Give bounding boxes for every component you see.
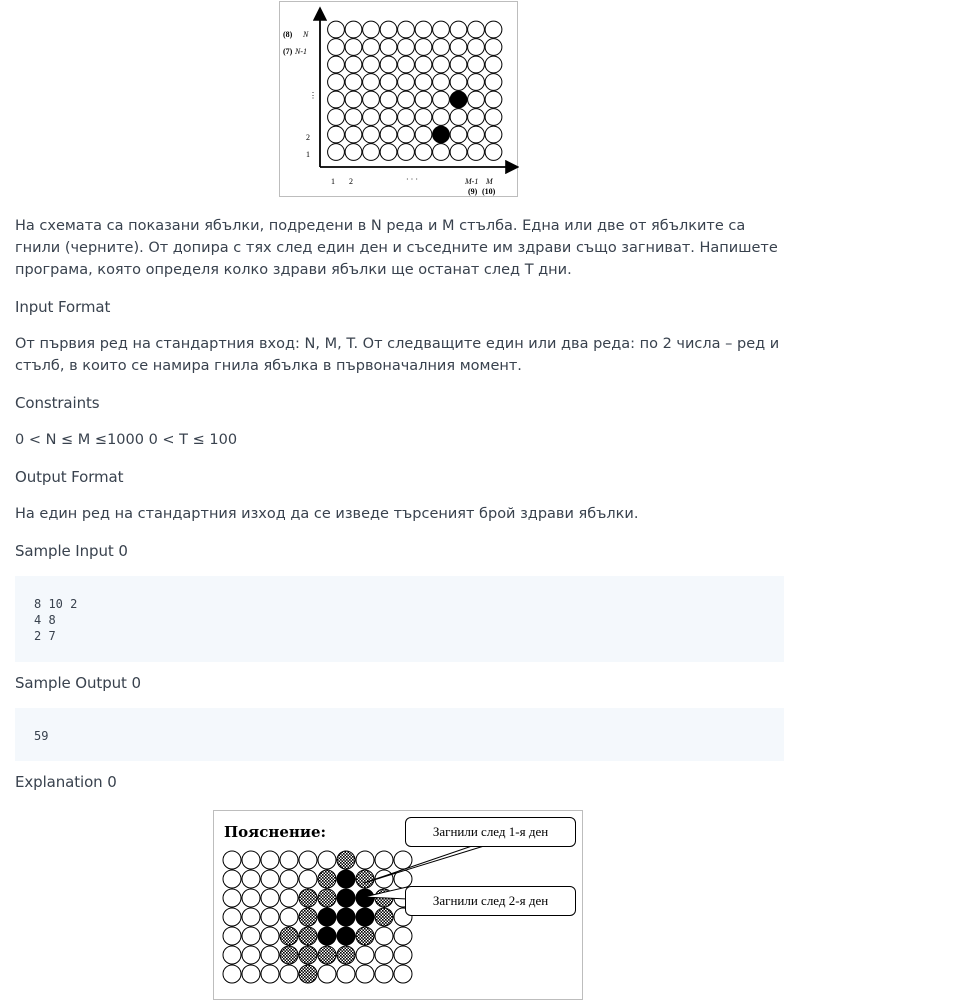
apple — [328, 144, 345, 161]
apple — [242, 965, 260, 983]
apple — [345, 126, 362, 143]
apple — [261, 889, 279, 907]
rotten-apple — [318, 927, 336, 945]
apple — [328, 56, 345, 73]
rotten-apple — [356, 889, 374, 907]
rotten-apple — [337, 927, 355, 945]
apple-grid-figure — [279, 1, 518, 197]
apple — [468, 91, 485, 108]
apple — [380, 56, 397, 73]
apple — [345, 39, 362, 56]
apple — [394, 851, 412, 869]
apple — [380, 21, 397, 38]
output-format-heading: Output Format — [15, 468, 124, 486]
newly-rotten-apple — [299, 965, 317, 983]
apple — [223, 851, 241, 869]
apple — [328, 21, 345, 38]
callout-day1: Загнили след 1-я ден — [405, 817, 576, 847]
apple — [450, 144, 467, 161]
apple — [345, 144, 362, 161]
apple — [468, 21, 485, 38]
apple — [398, 109, 415, 126]
newly-rotten-apple — [337, 946, 355, 964]
rotten-apple — [337, 889, 355, 907]
explanation-figure — [213, 810, 583, 1000]
apple — [223, 889, 241, 907]
apple — [328, 109, 345, 126]
y-label-n1: N-1 — [295, 47, 307, 56]
apple — [242, 946, 260, 964]
apple — [363, 109, 380, 126]
x-label-m1: M-1 — [465, 177, 479, 186]
newly-rotten-apple — [356, 870, 374, 888]
apple — [468, 39, 485, 56]
apple — [363, 144, 380, 161]
apple — [363, 56, 380, 73]
sample-output-heading: Sample Output 0 — [15, 674, 141, 692]
apple — [223, 946, 241, 964]
apple — [468, 144, 485, 161]
y-label-n: N — [303, 30, 309, 39]
apple — [356, 946, 374, 964]
apple — [450, 109, 467, 126]
apple — [485, 74, 502, 91]
callout-day2: Загнили след 2-я ден — [405, 886, 576, 916]
rotten-apple — [318, 908, 336, 926]
apple — [363, 21, 380, 38]
apple — [380, 109, 397, 126]
apple — [380, 74, 397, 91]
x-label-m1-num: (9) — [468, 187, 478, 196]
y-label-n1-num: (7) — [283, 47, 293, 56]
newly-rotten-apple — [280, 946, 298, 964]
apple — [415, 109, 432, 126]
apple — [345, 56, 362, 73]
apple — [328, 91, 345, 108]
newly-rotten-apple — [375, 908, 393, 926]
apple — [468, 109, 485, 126]
apple — [450, 56, 467, 73]
apple — [380, 39, 397, 56]
apple — [468, 56, 485, 73]
apple — [345, 91, 362, 108]
apple — [450, 21, 467, 38]
rotten-apple — [337, 908, 355, 926]
apple — [485, 109, 502, 126]
apple — [280, 908, 298, 926]
apple — [415, 56, 432, 73]
apple — [468, 126, 485, 143]
apple — [280, 870, 298, 888]
apple — [375, 946, 393, 964]
apple — [398, 144, 415, 161]
apple — [433, 39, 450, 56]
apple — [485, 126, 502, 143]
newly-rotten-apple — [299, 946, 317, 964]
apple — [415, 74, 432, 91]
apple — [261, 908, 279, 926]
newly-rotten-apple — [280, 927, 298, 945]
apple — [398, 21, 415, 38]
apple — [356, 851, 374, 869]
apple — [345, 74, 362, 91]
problem-description: На схемата са показани ябълки, подредени в N реда и M стълба. Една или две от ябълките са гнили (черните). От допира с тях след един ден и съседните им здрави също загниват. Напишете програма, която определя колко здрави ябълки ще останат след T дни. — [15, 218, 778, 278]
apple — [223, 908, 241, 926]
apple — [223, 965, 241, 983]
apple — [433, 74, 450, 91]
newly-rotten-apple — [337, 851, 355, 869]
explanation-apple-circles — [223, 851, 412, 983]
x-label-dots: · · · — [406, 175, 418, 184]
apple — [485, 91, 502, 108]
y-label-dots: ⋮ — [309, 91, 317, 100]
x-label-1: 1 — [331, 177, 335, 186]
apple — [223, 927, 241, 945]
apple — [328, 74, 345, 91]
rotten-apple — [337, 870, 355, 888]
rotten-apple — [433, 126, 450, 143]
apple — [318, 965, 336, 983]
apple — [468, 74, 485, 91]
apple — [280, 851, 298, 869]
y-label-2: 2 — [306, 133, 310, 142]
apple — [394, 965, 412, 983]
apple — [261, 851, 279, 869]
sample-output-box — [15, 708, 784, 761]
sample-input-heading: Sample Input 0 — [15, 542, 128, 560]
constraints-text: 0 < N ≤ M ≤1000 0 < T ≤ 100 — [15, 432, 238, 448]
apple — [318, 851, 336, 869]
sample-input-box — [15, 576, 784, 662]
output-format-text: На един ред на стандартния изход да се изведе търсеният брой здрави ябълки. — [15, 506, 639, 522]
apple — [433, 109, 450, 126]
x-label-m-num: (10) — [482, 187, 496, 196]
apple — [485, 39, 502, 56]
explanation-heading: Explanation 0 — [15, 773, 117, 791]
apple — [363, 74, 380, 91]
apple — [242, 927, 260, 945]
apple — [394, 927, 412, 945]
apple — [415, 91, 432, 108]
newly-rotten-apple — [299, 927, 317, 945]
newly-rotten-apple — [318, 946, 336, 964]
newly-rotten-apple — [299, 889, 317, 907]
apple — [398, 91, 415, 108]
apple — [345, 21, 362, 38]
apple — [299, 851, 317, 869]
apple — [433, 91, 450, 108]
sample-input-code: 8 10 2 4 8 2 7 — [34, 597, 78, 643]
apple — [363, 91, 380, 108]
sample-output-code: 59 — [34, 729, 49, 743]
newly-rotten-apple — [318, 870, 336, 888]
apple — [485, 21, 502, 38]
apple — [433, 144, 450, 161]
apple — [242, 870, 260, 888]
apple — [485, 56, 502, 73]
apple — [280, 965, 298, 983]
apple — [261, 946, 279, 964]
apple — [415, 126, 432, 143]
apple — [450, 74, 467, 91]
apple — [375, 851, 393, 869]
apple — [380, 126, 397, 143]
apple — [280, 889, 298, 907]
x-label-2: 2 — [349, 177, 353, 186]
apple — [223, 870, 241, 888]
apple — [328, 39, 345, 56]
explanation-title: Пояснение: — [224, 823, 327, 841]
y-label-1: 1 — [306, 150, 310, 159]
apple — [433, 56, 450, 73]
apple — [375, 965, 393, 983]
apple — [398, 39, 415, 56]
newly-rotten-apple — [356, 927, 374, 945]
apple — [375, 927, 393, 945]
input-format-text: От първия ред на стандартния вход: N, M, T. От следващите един или два реда: по 2 числа – ред и стълб, в които се намира гнила ябълка в първоначалния момент. — [15, 336, 780, 374]
apple — [345, 109, 362, 126]
rotten-apple — [356, 908, 374, 926]
apple — [415, 39, 432, 56]
apple — [337, 965, 355, 983]
rotten-apple — [450, 91, 467, 108]
y-label-n-num: (8) — [283, 30, 293, 39]
apple — [433, 21, 450, 38]
apple — [415, 21, 432, 38]
apple — [394, 946, 412, 964]
apple — [261, 870, 279, 888]
constraints-heading: Constraints — [15, 394, 100, 412]
apple — [363, 126, 380, 143]
apple — [380, 91, 397, 108]
apple — [261, 965, 279, 983]
apple — [261, 927, 279, 945]
apple — [398, 56, 415, 73]
apple — [242, 889, 260, 907]
apple — [242, 908, 260, 926]
apple — [450, 126, 467, 143]
apple — [415, 144, 432, 161]
x-label-m: M — [486, 177, 493, 186]
newly-rotten-apple — [318, 889, 336, 907]
apple — [328, 126, 345, 143]
newly-rotten-apple — [299, 908, 317, 926]
apple — [380, 144, 397, 161]
apple-grid-diagram — [280, 2, 519, 198]
apple — [356, 965, 374, 983]
apple — [450, 39, 467, 56]
input-format-heading: Input Format — [15, 298, 111, 316]
apple — [398, 74, 415, 91]
apple — [398, 126, 415, 143]
apple — [485, 144, 502, 161]
apple — [242, 851, 260, 869]
apple-circles — [328, 21, 502, 160]
apple — [299, 870, 317, 888]
apple — [363, 39, 380, 56]
